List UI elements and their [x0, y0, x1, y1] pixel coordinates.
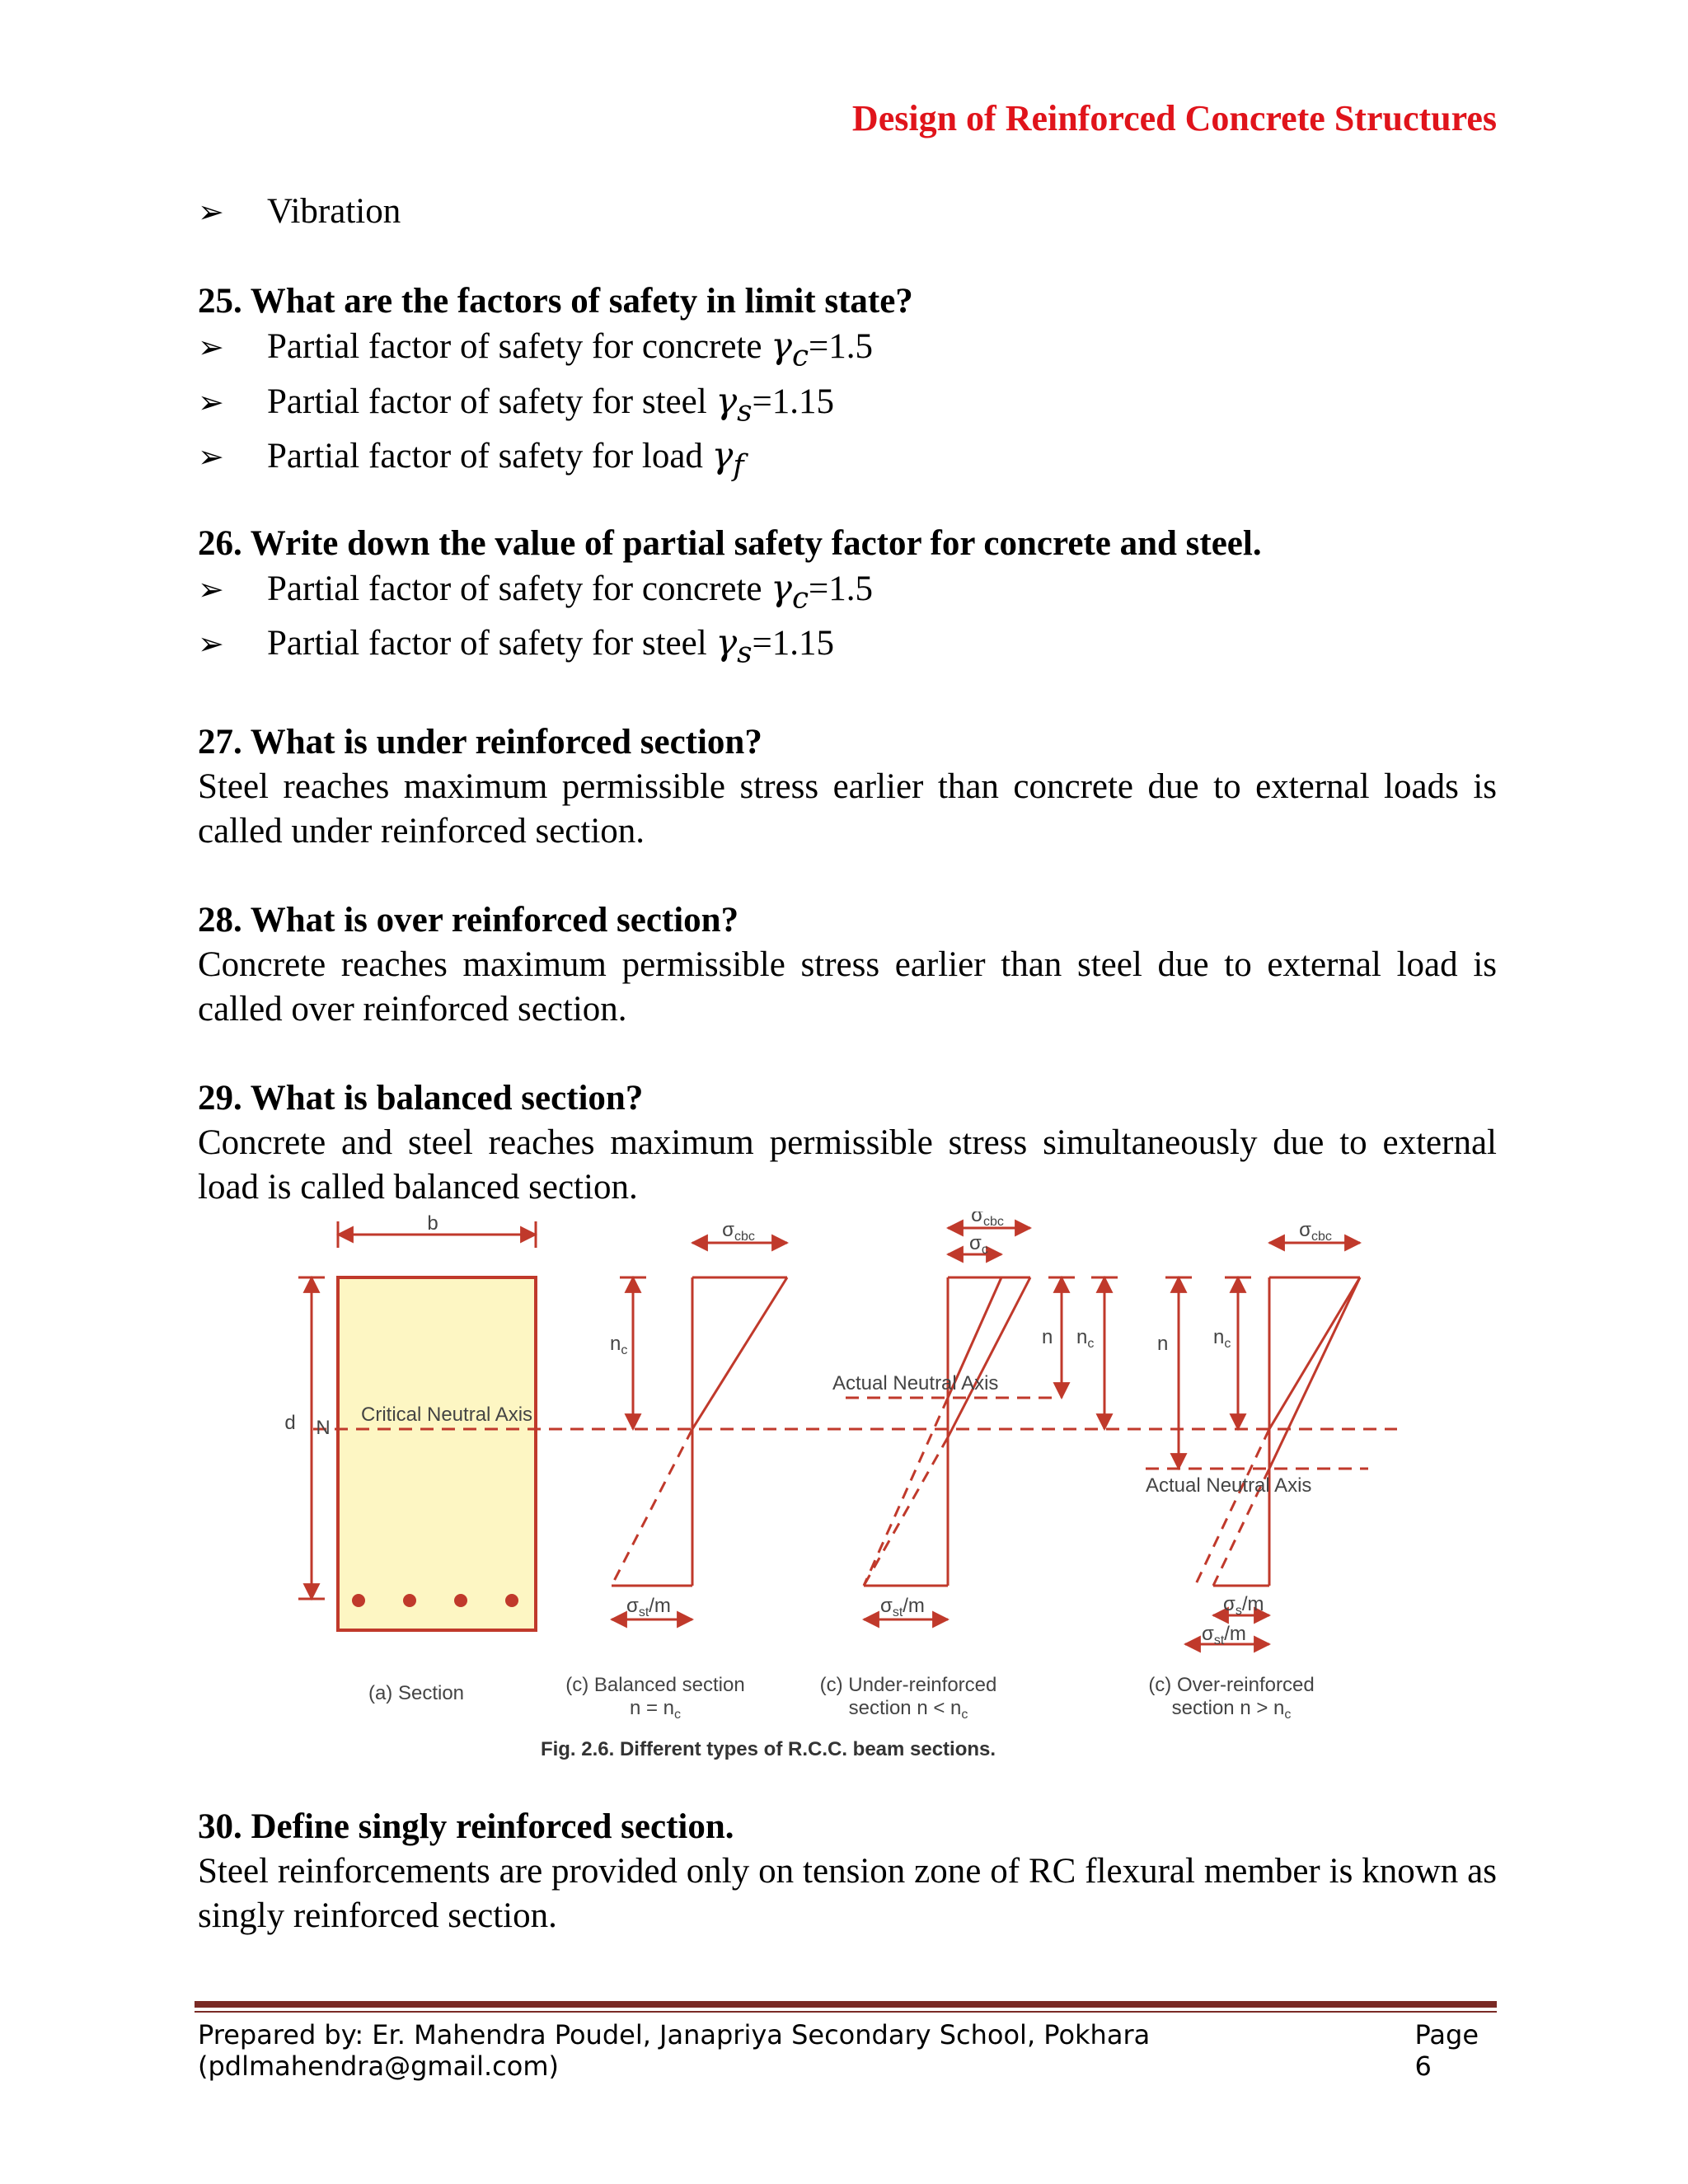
- svg-text:σst/m: $\sigma_{st}/m$: [626, 1594, 671, 1619]
- page-number: Page 6: [1414, 2019, 1479, 2082]
- panel-d-label: (c) Over-reinforced: [1148, 1673, 1315, 1696]
- question-28: 28. What is over reinforced section?: [198, 900, 739, 940]
- question-27: 27. What is under reinforced section?: [198, 722, 762, 762]
- page-footer: [198, 2019, 1497, 2082]
- label-b: b: [427, 1212, 438, 1235]
- page-header-title: Design of Reinforced Concrete Structures: [851, 98, 1497, 138]
- factor-value: =1.15: [752, 382, 835, 421]
- arrow-bullet-icon: ➢: [198, 627, 224, 663]
- svg-text:σs/m: $\sigma_s/m$: [1223, 1592, 1264, 1618]
- gamma-subscript: s: [737, 635, 753, 670]
- gamma-symbol: γ: [711, 435, 734, 477]
- gamma-subscript: c: [791, 581, 809, 616]
- arrow-bullet-icon: ➢: [198, 195, 224, 230]
- arrow-bullet-icon: ➢: [198, 330, 224, 365]
- question-29: 29. What is balanced section?: [198, 1078, 644, 1118]
- rebar-dot: [403, 1594, 416, 1607]
- gamma-subscript: f: [733, 448, 744, 483]
- bullet-item: [198, 190, 1497, 235]
- bullet-item: [198, 621, 1497, 676]
- footer-rule: [195, 2011, 1497, 2013]
- factor-value: =1.5: [809, 327, 874, 366]
- rebar-dot: [352, 1594, 365, 1607]
- label-n: N: [316, 1416, 331, 1439]
- svg-text:section n > nc: section $n > n_c$: [1171, 1696, 1292, 1722]
- factor-value: =1.5: [809, 569, 874, 608]
- actual-axis-label: Actual Neutral Axis: [1146, 1474, 1312, 1497]
- svg-text:section n < nc: section $n < n_c$: [848, 1696, 968, 1722]
- gamma-symbol: γ: [771, 326, 792, 367]
- page-content: [198, 190, 1497, 1938]
- arrow-bullet-icon: ➢: [198, 572, 224, 607]
- panel-c-label: (c) Under-reinforced: [819, 1673, 997, 1696]
- rebar-dot: [454, 1594, 467, 1607]
- question-25: 25. What are the factors of safety in limit state?: [198, 282, 913, 321]
- arrow-bullet-icon: ➢: [198, 385, 224, 420]
- svg-text:σcbc: $\sigma_{cbc}$: [971, 1211, 1004, 1229]
- svg-text:σst/m: $\sigma_{st}/m$: [1202, 1622, 1246, 1647]
- arrow-bullet-icon: ➢: [198, 440, 224, 476]
- gamma-symbol: γ: [715, 622, 738, 664]
- rebar-dot: [505, 1594, 518, 1607]
- critical-axis-label: Critical Neutral Axis: [361, 1403, 533, 1426]
- answer-30: Steel reinforcements are provided only on tension zone of RC flexural member is known as singly reinforced section.: [198, 1851, 1497, 1935]
- beam-sections-figure: [198, 1212, 1497, 1805]
- svg-text:nc: $n_c$: [610, 1332, 628, 1357]
- bullet-text: Partial factor of safety for steel: [267, 624, 716, 663]
- actual-axis-label: Actual Neutral Axis: [832, 1371, 999, 1394]
- svg-text:σcbc: $\sigma_{cbc}$: [1299, 1218, 1332, 1244]
- figure-caption: Fig. 2.6. Different types of R.C.C. beam sections.: [540, 1737, 996, 1760]
- footer-rule: [195, 2001, 1497, 2008]
- bullet-text: Vibration: [267, 192, 401, 231]
- panel-a-label: (a) Section: [368, 1681, 465, 1704]
- answer-29: Concrete and steel reaches maximum permissible stress simultaneously due to external load is called balanced section.: [198, 1122, 1497, 1207]
- bullet-text: Partial factor of safety for concrete: [267, 569, 771, 608]
- svg-text:nc: $n_c$: [1076, 1325, 1095, 1351]
- question-26: 26. Write down the value of partial safety factor for concrete and steel.: [198, 523, 1262, 563]
- gamma-symbol: γ: [715, 380, 738, 422]
- gamma-subscript: c: [791, 339, 809, 373]
- bullet-text: Partial factor of safety for load: [267, 437, 712, 476]
- svg-text:σc: $\sigma_c$: [969, 1231, 988, 1257]
- beam-sections-diagram: [198, 1212, 1497, 1805]
- bullet-item: [198, 566, 1497, 621]
- beam-section-rect: [338, 1277, 536, 1630]
- bullet-text: Partial factor of safety for concrete: [267, 327, 771, 366]
- svg-text:σst/m: $\sigma_{st}/m$: [880, 1594, 925, 1619]
- bullet-text: Partial factor of safety for steel: [267, 382, 716, 421]
- question-30: 30. Define singly reinforced section.: [198, 1807, 734, 1846]
- svg-text:n: n: [1042, 1325, 1053, 1348]
- bullet-item: [198, 434, 1497, 489]
- label-d: d: [284, 1411, 296, 1434]
- factor-value: =1.15: [752, 624, 835, 663]
- bullet-item: [198, 379, 1497, 434]
- svg-text:n: n: [1157, 1332, 1169, 1355]
- gamma-symbol: γ: [771, 567, 792, 609]
- svg-text:n = nc: $n = n_c$: [629, 1696, 682, 1722]
- bullet-item: [198, 324, 1497, 379]
- svg-text:σcbc: $\sigma_{cbc}$: [722, 1218, 755, 1244]
- gamma-subscript: s: [737, 394, 753, 429]
- answer-27: Steel reaches maximum permissible stress earlier than concrete due to external loads is called under reinforced section.: [198, 766, 1497, 851]
- svg-text:nc: $n_c$: [1213, 1325, 1231, 1351]
- panel-b-label: (c) Balanced section: [565, 1673, 745, 1696]
- answer-28: Concrete reaches maximum permissible stress earlier than steel due to external load is called over reinforced section.: [198, 944, 1497, 1029]
- footer-prepared-by: Prepared by: Er. Mahendra Poudel, Janapriya Secondary School, Pokhara (pdlmahendra@gmail.com): [198, 2019, 1151, 2082]
